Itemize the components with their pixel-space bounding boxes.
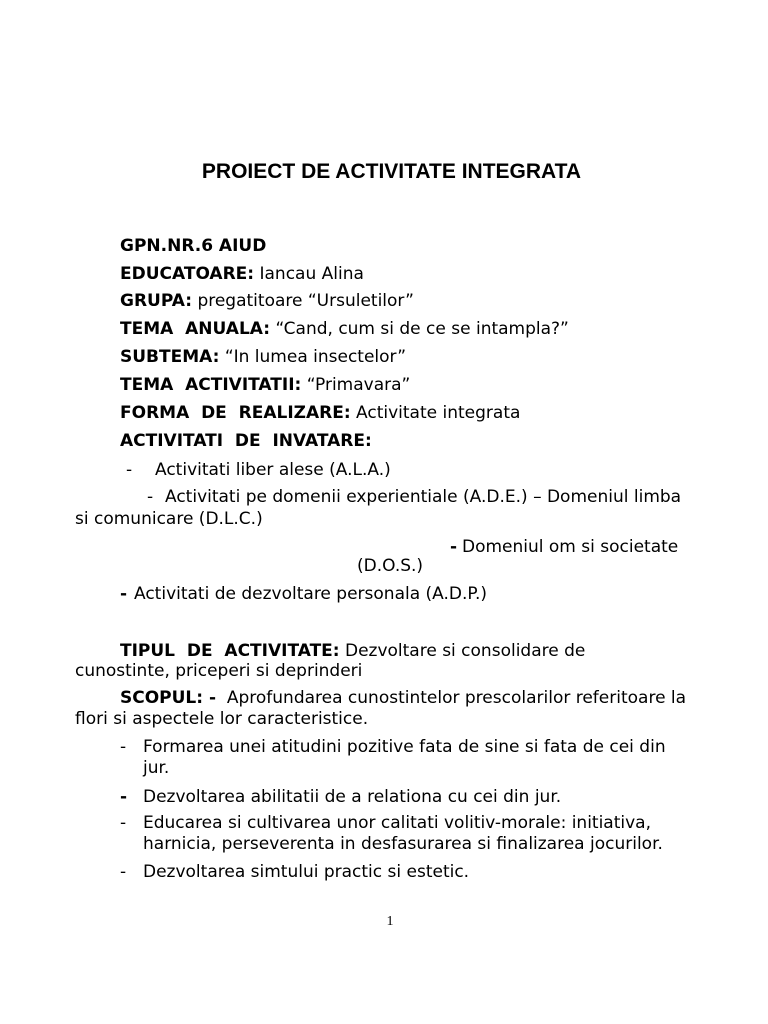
objective-text: Educarea si cultivarea unor calitati volitiv-morale: initiativa,: [143, 813, 651, 833]
objective-text: Dezvoltarea abilitatii de a relationa cu cei din jur.: [143, 787, 562, 807]
objective-marker: -: [120, 862, 127, 882]
purpose-line1: Aprofundarea cunostintelor prescolarilor referitoare la: [226, 688, 687, 708]
group-label: GRUPA:: [120, 291, 193, 311]
annual-theme-value: “Cand, cum si de ce se intampla?”: [275, 319, 569, 339]
group-value: pregatitoare “Ursuletilor”: [197, 291, 414, 311]
activity-type-line2: cunostinte, priceperi si deprinderi: [75, 661, 363, 681]
subtheme-row: [120, 347, 406, 367]
learning-activities-heading: ACTIVITATI DE INVATARE:: [120, 431, 372, 451]
annual-theme-label: TEMA ANUALA:: [120, 319, 271, 339]
objective-marker: -: [120, 813, 127, 833]
annual-theme-row: [120, 319, 569, 339]
activity-theme-label: TEMA ACTIVITATII:: [120, 375, 302, 395]
activity-theme-row: [120, 375, 410, 395]
subtheme-label: SUBTEMA:: [120, 347, 220, 367]
activity-type-label: TIPUL DE ACTIVITATE:: [120, 641, 340, 661]
school-name: GPN.NR.6 AIUD: [120, 236, 267, 256]
ade-text-line1: Activitati pe domenii experientiale (A.D.E.) – Domeniul limba: [165, 487, 682, 507]
purpose-label: SCOPUL: -: [120, 688, 217, 708]
objective-text: Dezvoltarea simtului practic si estetic.: [143, 862, 470, 882]
adp-text: Activitati de dezvoltare personala (A.D.P.): [134, 584, 488, 604]
objective-marker: -: [120, 737, 127, 757]
purpose-line2: flori si aspectele lor caracteristice.: [75, 709, 369, 729]
dos-marker: -: [450, 537, 458, 557]
dos-text-line2: (D.O.S.): [357, 556, 424, 576]
educator-row: [120, 264, 364, 284]
educator-label: EDUCATOARE:: [120, 264, 255, 284]
ade-marker: -: [147, 487, 154, 507]
activity-type-line1: Dezvoltare si consolidare de: [344, 641, 586, 661]
objective-text: jur.: [143, 758, 170, 778]
educator-value: Iancau Alina: [259, 264, 364, 284]
activity-type-row: [120, 641, 585, 661]
document-title: PROIECT DE ACTIVITATE INTEGRATA: [201, 160, 582, 183]
ala-marker: -: [126, 460, 133, 480]
page-number: 1: [386, 914, 394, 929]
ade-text-line2: si comunicare (D.L.C.): [75, 509, 263, 529]
adp-marker: -: [120, 584, 128, 604]
objective-marker: -: [120, 787, 128, 807]
activity-theme-value: “Primavara”: [306, 375, 411, 395]
subtheme-value: “In lumea insectelor”: [224, 347, 407, 367]
form-value: Activitate integrata: [356, 403, 521, 423]
group-row: [120, 291, 414, 311]
form-label: FORMA DE REALIZARE:: [120, 403, 351, 423]
form-row: [120, 403, 520, 423]
ala-text: Activitati liber alese (A.L.A.): [155, 460, 391, 480]
purpose-row: [120, 688, 686, 708]
objective-text: harnicia, perseverenta in desfasurarea si finalizarea jocurilor.: [143, 834, 663, 854]
dos-text-line1: Domeniul om si societate: [462, 537, 679, 557]
objective-text: Formarea unei atitudini pozitive fata de sine si fata de cei din: [143, 737, 666, 757]
